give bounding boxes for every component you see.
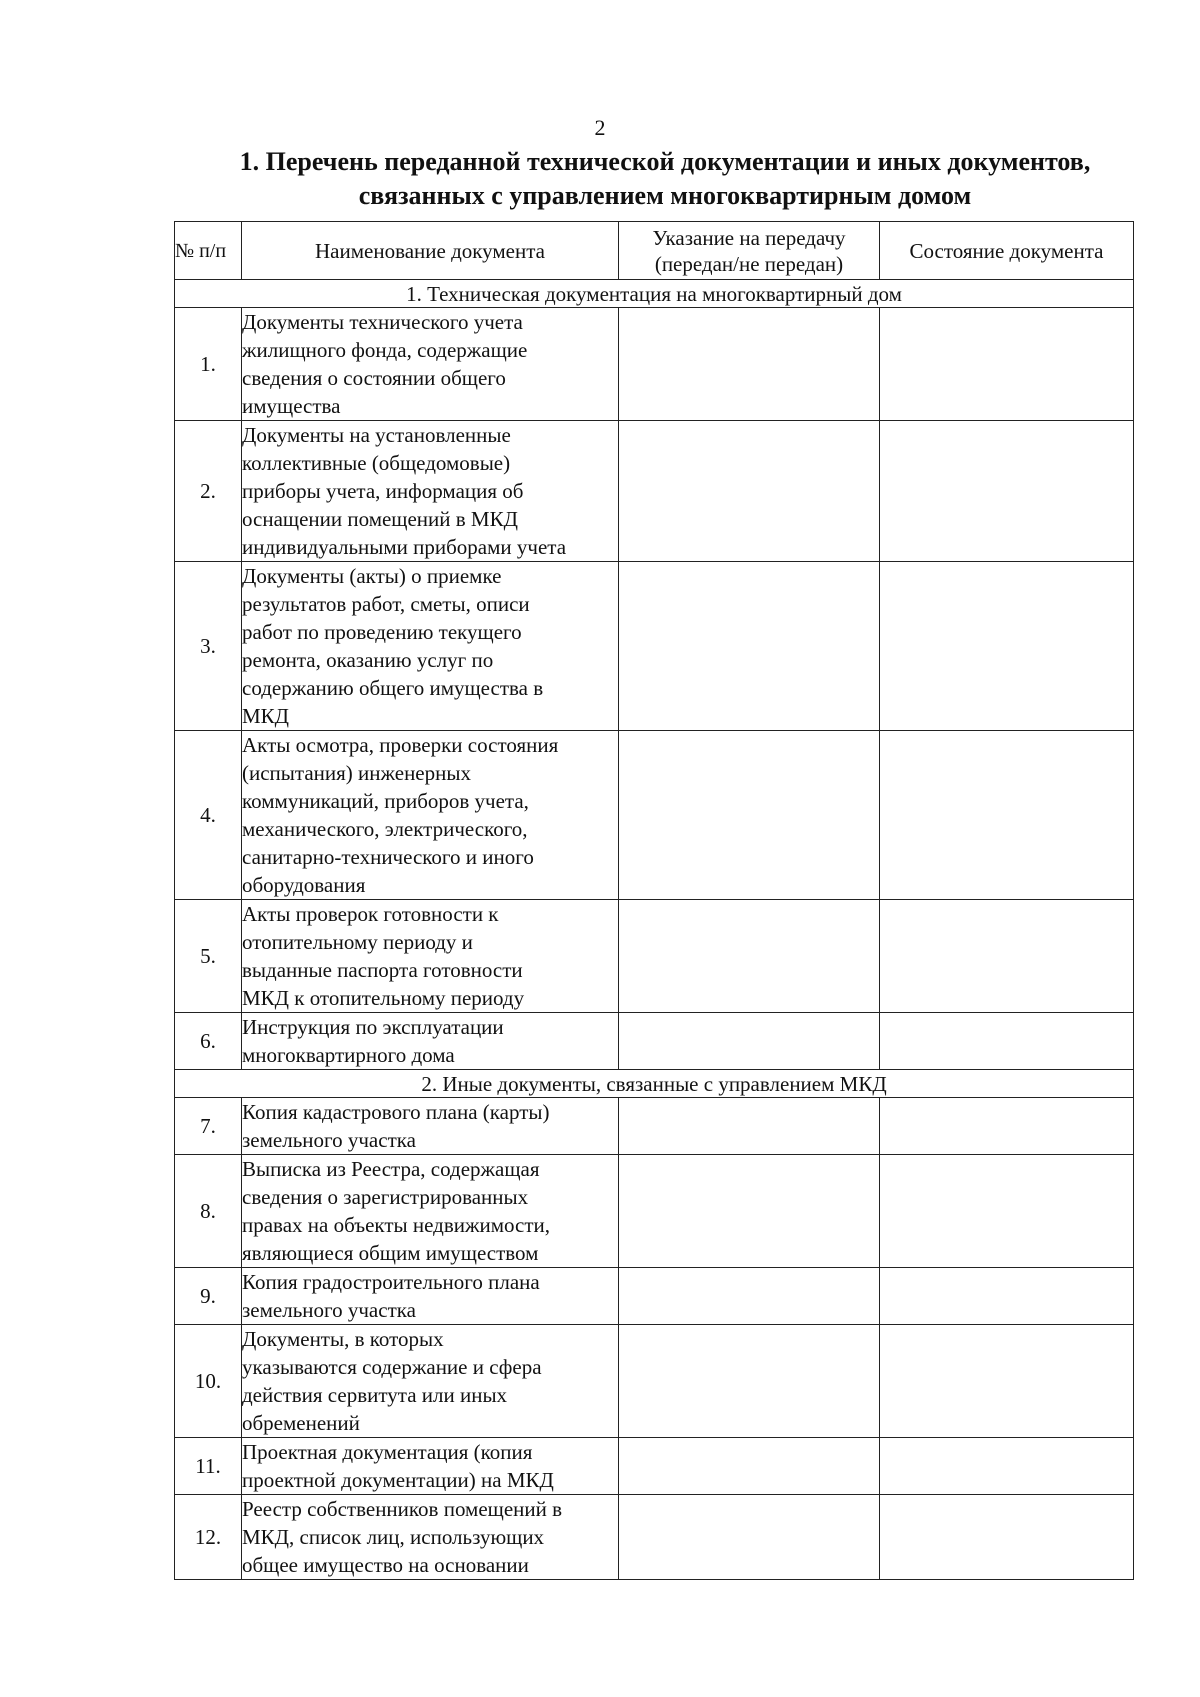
document-name-line: указываются содержание и сфера: [242, 1355, 542, 1379]
document-name-line: земельного участка: [242, 1298, 416, 1322]
header-document-name: Наименование документа: [242, 222, 619, 280]
row-number: 8.: [175, 1155, 242, 1268]
document-state-cell: [880, 562, 1134, 731]
document-state-cell: [880, 1268, 1134, 1325]
table-row: [175, 1155, 1134, 1268]
document-name-line: Документы на установленные: [242, 423, 511, 447]
document-name-line: обременений: [242, 1411, 360, 1435]
document-name: [242, 1268, 619, 1325]
header-number: № п/п: [175, 222, 242, 280]
document-name-line: оснащении помещений в МКД: [242, 507, 518, 531]
document-state-cell: [880, 308, 1134, 421]
document-name-line: МКД к отопительному периоду: [242, 986, 525, 1010]
document-name-line: Реестр собственников помещений в: [242, 1497, 563, 1521]
table-row: [175, 900, 1134, 1013]
row-number: 10.: [175, 1325, 242, 1438]
document-name-line: сведения о состоянии общего: [242, 366, 506, 390]
row-number: 6.: [175, 1013, 242, 1070]
row-number: 2.: [175, 421, 242, 562]
document-name-line: являющиеся общим имуществом: [242, 1241, 539, 1265]
section-title: 2. Иные документы, связанные с управлением МКД: [175, 1070, 1134, 1098]
document-name-line: оборудования: [242, 873, 366, 897]
table-row: [175, 308, 1134, 421]
document-name: [242, 1495, 619, 1580]
document-state-cell: [880, 421, 1134, 562]
document-state-cell: [880, 1155, 1134, 1268]
document-name-line: содержанию общего имущества в: [242, 676, 544, 700]
transfer-status-cell: [619, 421, 880, 562]
document-title-line-2: связанных с управлением многоквартирным домом: [358, 181, 972, 210]
document-name: [242, 1438, 619, 1495]
document-name-line: жилищного фонда, содержащие: [242, 338, 528, 362]
document-name-line: ремонта, оказанию услуг по: [242, 648, 494, 672]
document-name-line: Документы технического учета: [242, 310, 523, 334]
document-name: [242, 1013, 619, 1070]
transfer-status-cell: [619, 1155, 880, 1268]
document-name: [242, 1098, 619, 1155]
document-name-line: результатов работ, сметы, описи: [242, 592, 530, 616]
row-number: 12.: [175, 1495, 242, 1580]
document-name: [242, 731, 619, 900]
row-number: 4.: [175, 731, 242, 900]
document-name-line: действия сервитута или иных: [242, 1383, 508, 1407]
document-name: [242, 421, 619, 562]
transfer-status-cell: [619, 1438, 880, 1495]
document-state-cell: [880, 1013, 1134, 1070]
row-number: 9.: [175, 1268, 242, 1325]
transfer-status-cell: [619, 1495, 880, 1580]
document-name-line: Инструкция по эксплуатации: [242, 1015, 504, 1039]
row-number: 3.: [175, 562, 242, 731]
document-name-line: Копия кадастрового плана (карты): [242, 1100, 550, 1124]
document-name-line: сведения о зарегистрированных: [242, 1185, 529, 1209]
table-row: [175, 562, 1134, 731]
document-name-line: Документы, в которых: [242, 1327, 444, 1351]
document-name-line: многоквартирного дома: [242, 1043, 455, 1067]
document-name: [242, 1155, 619, 1268]
document-name-line: Проектная документация (копия: [242, 1440, 533, 1464]
document-name-line: санитарно-технического и иного: [242, 845, 534, 869]
document-name-line: коммуникаций, приборов учета,: [242, 789, 529, 813]
document-name-line: (испытания) инженерных: [242, 761, 471, 785]
document-name-line: Документы (акты) о приемке: [242, 564, 502, 588]
document-name: [242, 308, 619, 421]
document-name-line: индивидуальными приборами учета: [242, 535, 567, 559]
document-name-line: имущества: [242, 394, 341, 418]
table-row: [175, 1098, 1134, 1155]
header-transfer-line-1: Указание на передачу: [652, 225, 846, 250]
transfer-status-cell: [619, 900, 880, 1013]
transfer-status-cell: [619, 562, 880, 731]
document-name: [242, 1325, 619, 1438]
transfer-status-cell: [619, 1268, 880, 1325]
document-state-cell: [880, 1325, 1134, 1438]
document-name-line: Выписка из Реестра, содержащая: [242, 1157, 540, 1181]
document-name-line: общее имущество на основании: [242, 1553, 529, 1577]
document-name-line: Копия градостроительного плана: [242, 1270, 540, 1294]
document-name-line: работ по проведению текущего: [242, 620, 522, 644]
transfer-status-cell: [619, 1013, 880, 1070]
documents-table: [174, 221, 1134, 1580]
row-number: 7.: [175, 1098, 242, 1155]
transfer-status-cell: [619, 308, 880, 421]
document-name-line: МКД, список лиц, использующих: [242, 1525, 545, 1549]
transfer-status-cell: [619, 1098, 880, 1155]
table-row: [175, 1013, 1134, 1070]
document-title-line-1: 1. Перечень переданной технической документации и иных документов,: [239, 147, 1091, 176]
document-name-line: Акты проверок готовности к: [242, 902, 499, 926]
header-document-state: Состояние документа: [880, 222, 1134, 280]
row-number: 5.: [175, 900, 242, 1013]
document-name-line: МКД: [242, 704, 290, 728]
document-state-cell: [880, 731, 1134, 900]
document-name-line: проектной документации) на МКД: [242, 1468, 554, 1492]
page-number: 2: [594, 115, 606, 140]
document-name-line: отопительному периоду и: [242, 930, 473, 954]
section-title: 1. Техническая документация на многоквартирный дом: [175, 280, 1134, 308]
document-name-line: механического, электрического,: [242, 817, 528, 841]
document-name-line: Акты осмотра, проверки состояния: [242, 733, 559, 757]
section-header-row: [175, 280, 1134, 308]
document-name-line: приборы учета, информация об: [242, 479, 524, 503]
transfer-status-cell: [619, 1325, 880, 1438]
section-header-row: [175, 1070, 1134, 1098]
transfer-status-cell: [619, 731, 880, 900]
document-state-cell: [880, 1495, 1134, 1580]
table-row: [175, 421, 1134, 562]
header-transfer-line-2: (передан/не передан): [654, 251, 844, 276]
document-state-cell: [880, 900, 1134, 1013]
header-transfer-status: [619, 222, 880, 280]
table-row: [175, 731, 1134, 900]
table-row: [175, 1268, 1134, 1325]
table-row: [175, 1438, 1134, 1495]
row-number: 1.: [175, 308, 242, 421]
document-name-line: правах на объекты недвижимости,: [242, 1213, 551, 1237]
table-body: [175, 280, 1134, 1580]
document-name-line: выданные паспорта готовности: [242, 958, 523, 982]
document-state-cell: [880, 1438, 1134, 1495]
row-number: 11.: [175, 1438, 242, 1495]
table-row: [175, 1495, 1134, 1580]
document-state-cell: [880, 1098, 1134, 1155]
document-name-line: земельного участка: [242, 1128, 416, 1152]
document-title: [120, 145, 1200, 213]
document-name-line: коллективные (общедомовые): [242, 451, 511, 475]
document-name: [242, 562, 619, 731]
document-name: [242, 900, 619, 1013]
table-header-row: [175, 222, 1134, 280]
table-row: [175, 1325, 1134, 1438]
